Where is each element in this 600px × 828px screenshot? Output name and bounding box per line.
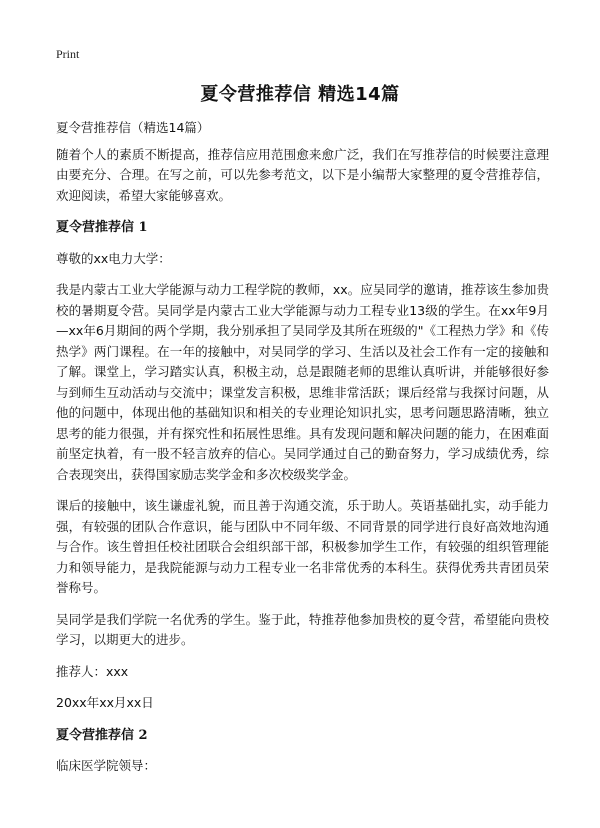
print-link[interactable]: Print (56, 47, 80, 61)
page-title: 夏令营推荐信 精选14篇 (200, 84, 400, 105)
intro-paragraph: 随着个人的素质不断提高，推荐信应用范围愈来愈广泛，我们在写推荐信的时候要注意理由要充分、合理。在写之前，可以先参考范文，以下是小编帮大家整理的夏令营推荐信，欢迎阅读，希望大家能够喜欢。 (56, 146, 549, 203)
section-heading-1: 夏令营推荐信 1 (56, 220, 148, 235)
section-heading-2: 夏令营推荐信 2 (56, 727, 148, 743)
date-line: 20xx年xx月xx日 (56, 695, 154, 710)
letter-paragraph: 我是内蒙古工业大学能源与动力工程学院的教师，xx。应吴同学的邀请，推荐该生参加贵校的暑期夏令营。吴同学是内蒙古工业大学能源与动力工程专业13级的学生。在xx年9月—xx年6月期间的两个学期，我分别承担了吴同学及其所在班级的"《工程热力学》和《传热学》两门课程。在一年的接触中，对吴同学的学习、生活以及社会工作有一定的接触和了解。课堂上，学习踏实认真，积极主动，总是跟随老师的思维认真听讲，并能够很好参与到师生互动活动与交流中；课堂发言积极，思维非常活跃；课后经常与我探讨问题，从他的问题中，体现出他的基础知识和相关的专业理论知识扎实，思考问题思路清晰，独立思考的能力很强，并有探究性和拓展性思维。具有发现问题和解决问题的能力，在困难面前坚定执着，有一股不轻言放弃的信心。吴同学通过自己的勤奋努力，学习成绩优秀，综合表现突出，获得国家励志奖学金和多次校级奖学金。 (56, 282, 549, 482)
signature-line: 推荐人：xxx (56, 663, 129, 679)
letter-paragraph: 课后的接触中，该生谦虚礼貌，而且善于沟通交流，乐于助人。英语基础扎实，动手能力强，有较强的团队合作意识，能与团队中不同年级、不同背景的同学进行良好高效地沟通与合作。该生曾担任校社团联合会组织部干部，积极参加学生工作，有较强的组织管理能力和领导能力，是我院能源与动力工程专业一名非常优秀的本科生。获得优秀共青团员荣誉称号。 (56, 498, 549, 595)
salutation-2: 临床医学院领导： (56, 758, 157, 773)
document-subtitle: 夏令营推荐信（精选14篇） (56, 120, 210, 135)
letter-paragraph: 吴同学是我们学院一名优秀的学生。鉴于此，特推荐他参加贵校的夏令营，希望能向贵校学习，以期更大的进步。 (56, 611, 549, 647)
salutation-1: 尊敬的xx电力大学： (56, 250, 171, 266)
article-body (56, 118, 549, 788)
